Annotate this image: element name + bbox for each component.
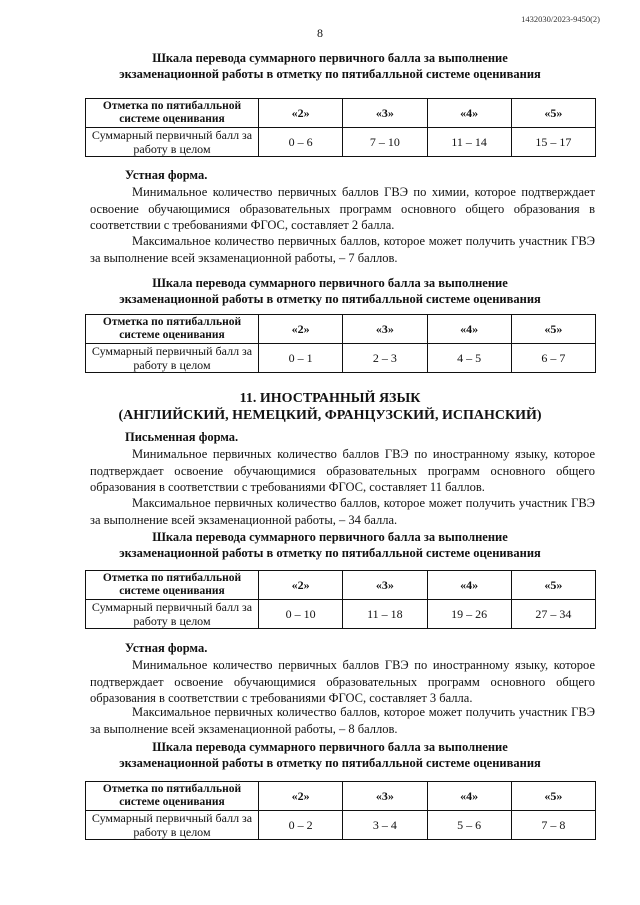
range-cell: 0 – 6	[259, 128, 343, 157]
row-label-cell: Суммарный первичный балл за работу в целом	[86, 811, 259, 840]
grade-cell: «4»	[427, 571, 511, 600]
range-cell: 6 – 7	[511, 344, 595, 373]
paragraph: Максимальное первичных количество баллов, которое может получить участник ГВЭ за выполнение всей экзаменационной работы, – 34 балла.	[90, 496, 595, 527]
paragraph: Минимальное количество первичных баллов ГВЭ по иностранному языку, которое подтверждает освоение обучающимися образовательных программ основного общего образования в соответствии с требованиями ФГОС, составляет 3 балла.	[90, 658, 595, 705]
paragraph: Минимальное количество первичных баллов ГВЭ по химии, которое подтверждает освоение обучающимися образовательных программ основного общего образования в соответствии с требованиями ФГОС, составляет 2 балла.	[90, 185, 595, 232]
range-cell: 19 – 26	[427, 600, 511, 629]
grade-cell: «4»	[427, 315, 511, 344]
document-number: 1432030/2023-9450(2)	[521, 14, 600, 24]
grade-cell: «3»	[343, 571, 427, 600]
grade-table-3	[85, 570, 596, 629]
header-label-cell: Отметка по пятибалльной системе оценивания	[86, 99, 259, 128]
paragraph: Максимальное количество первичных баллов, которое может получить участник ГВЭ за выполнение всей экзаменационной работы, – 7 баллов.	[90, 234, 595, 265]
grade-cell: «2»	[259, 782, 343, 811]
scale-heading-1	[80, 50, 580, 82]
range-cell: 27 – 34	[511, 600, 595, 629]
range-cell: 7 – 8	[511, 811, 595, 840]
range-cell: 0 – 1	[259, 344, 343, 373]
grade-cell: «5»	[511, 571, 595, 600]
grade-cell: «3»	[343, 99, 427, 128]
heading-line: Шкала перевода суммарного первичного балла за выполнение	[152, 276, 508, 290]
scale-heading-4	[80, 739, 580, 771]
section-title-line: 11. ИНОСТРАННЫЙ ЯЗЫК	[239, 391, 421, 406]
row-label-cell: Суммарный первичный балл за работу в целом	[86, 128, 259, 157]
range-cell: 4 – 5	[427, 344, 511, 373]
grade-cell: «5»	[511, 782, 595, 811]
written-form-title: Письменная форма.	[125, 430, 239, 444]
section-title	[60, 390, 600, 424]
page-number: 8	[317, 26, 323, 40]
grade-cell: «5»	[511, 99, 595, 128]
row-label-cell: Суммарный первичный балл за работу в целом	[86, 344, 259, 373]
heading-line: экзаменационной работы в отметку по пятибалльной системе оценивания	[119, 292, 541, 306]
header-label-cell: Отметка по пятибалльной системе оценивания	[86, 782, 259, 811]
paragraph: Минимальное первичных количество баллов ГВЭ по иностранному языку, которое подтверждает освоение обучающимися образовательных программ основного общего образования в соответствии с требованиями ФГОС, составляет 11 баллов.	[90, 447, 595, 494]
grade-cell: «2»	[259, 99, 343, 128]
heading-line: Шкала перевода суммарного первичного балла за выполнение	[152, 51, 508, 65]
grade-table-4	[85, 781, 596, 840]
grade-cell: «3»	[343, 782, 427, 811]
range-cell: 11 – 18	[343, 600, 427, 629]
heading-line: Шкала перевода суммарного первичного балла за выполнение	[152, 740, 508, 754]
row-label-cell: Суммарный первичный балл за работу в целом	[86, 600, 259, 629]
range-cell: 3 – 4	[343, 811, 427, 840]
grade-table-2	[85, 314, 596, 373]
oral-form-title: Устная форма.	[125, 168, 208, 182]
heading-line: Шкала перевода суммарного первичного балла за выполнение	[152, 530, 508, 544]
header-label-cell: Отметка по пятибалльной системе оценивания	[86, 571, 259, 600]
oral-form-title: Устная форма.	[125, 641, 208, 655]
grade-table-1	[85, 98, 596, 157]
grade-cell: «2»	[259, 571, 343, 600]
header-label-cell: Отметка по пятибалльной системе оценивания	[86, 315, 259, 344]
range-cell: 15 – 17	[511, 128, 595, 157]
section-title-line: (АНГЛИЙСКИЙ, НЕМЕЦКИЙ, ФРАНЦУЗСКИЙ, ИСПАНСКИЙ)	[118, 408, 542, 423]
range-cell: 5 – 6	[427, 811, 511, 840]
range-cell: 11 – 14	[427, 128, 511, 157]
heading-line: экзаменационной работы в отметку по пятибалльной системе оценивания	[119, 756, 541, 770]
range-cell: 0 – 2	[259, 811, 343, 840]
grade-cell: «4»	[427, 782, 511, 811]
heading-line: экзаменационной работы в отметку по пятибалльной системе оценивания	[119, 67, 541, 81]
paragraph: Максимальное первичных количество баллов, которое может получить участник ГВЭ за выполнение всей экзаменационной работы, – 8 баллов.	[90, 705, 595, 736]
grade-cell: «3»	[343, 315, 427, 344]
grade-cell: «2»	[259, 315, 343, 344]
grade-cell: «5»	[511, 315, 595, 344]
grade-cell: «4»	[427, 99, 511, 128]
heading-line: экзаменационной работы в отметку по пятибалльной системе оценивания	[119, 546, 541, 560]
range-cell: 0 – 10	[259, 600, 343, 629]
range-cell: 7 – 10	[343, 128, 427, 157]
scale-heading-2	[80, 275, 580, 307]
scale-heading-3	[80, 529, 580, 561]
range-cell: 2 – 3	[343, 344, 427, 373]
